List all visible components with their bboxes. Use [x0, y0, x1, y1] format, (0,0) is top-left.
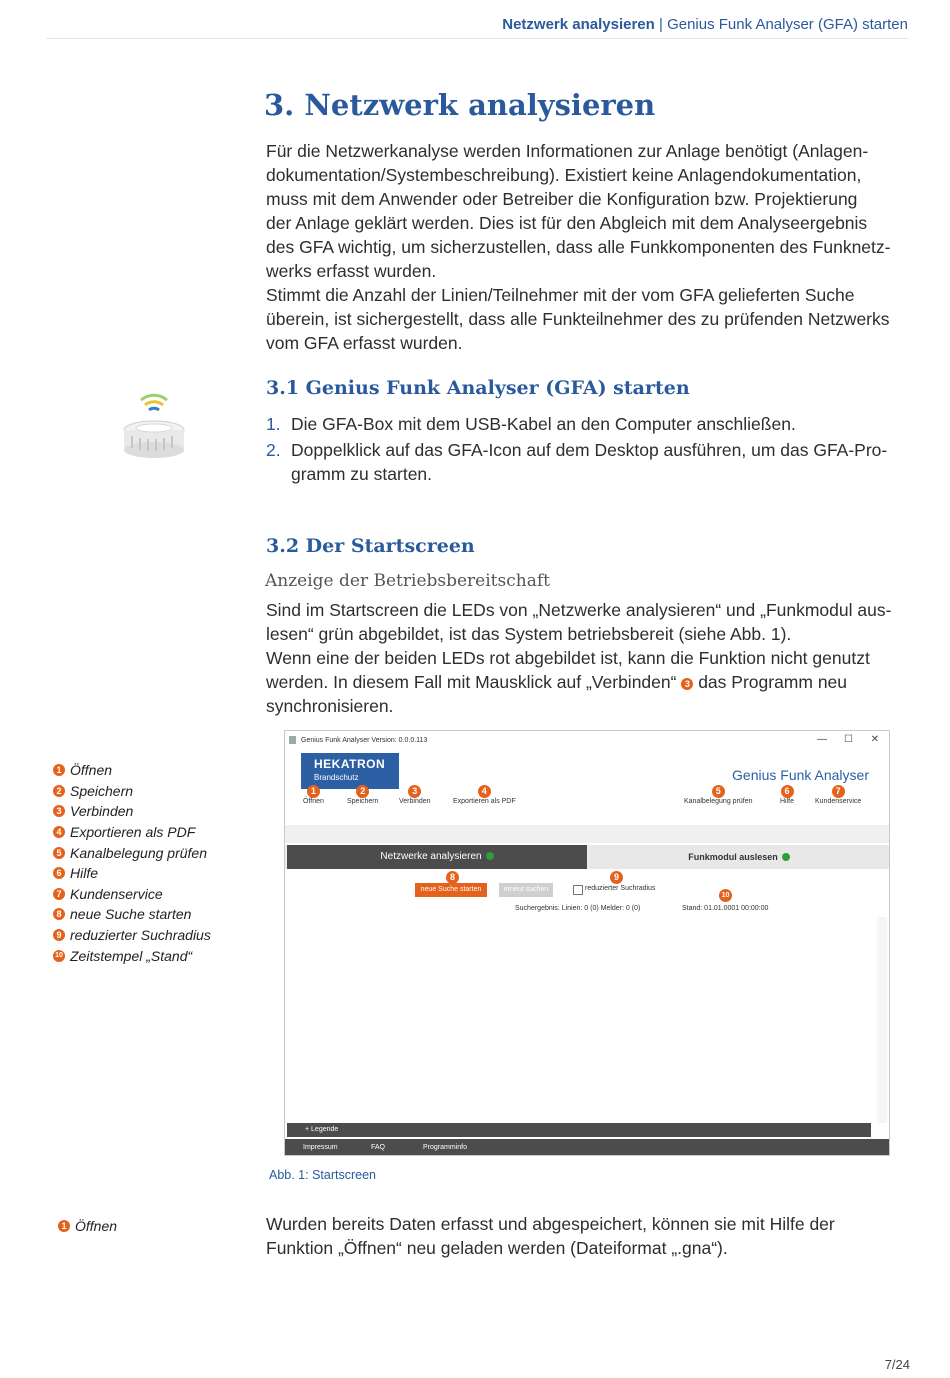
figure-caption: Abb. 1: Startscreen [269, 1168, 377, 1182]
app-footer [285, 1139, 889, 1156]
minimize-icon[interactable]: — [817, 734, 827, 745]
callout-number: 4 [53, 826, 65, 838]
text-line: des GFA wichtig, um sicherzustellen, dass alle Funkkomponenten des Funknetz- [266, 237, 891, 257]
callout-number: 6 [53, 867, 65, 879]
callout-number: 6 [781, 785, 794, 798]
checkbox-label: reduzierter Suchradius [585, 885, 656, 892]
tab-bar [285, 845, 889, 869]
timestamp-text: Stand: 01.01.0001 00:00:00 [682, 905, 769, 912]
step-item [266, 438, 911, 486]
retry-search-button[interactable]: erneut suchen [499, 883, 553, 897]
callout-number: 8 [53, 908, 65, 920]
legend-item [53, 925, 211, 946]
step-text: gramm zu starten. [291, 464, 433, 484]
subsection-title: Anzeige der Betriebsbereitschaft [265, 571, 550, 591]
callout-number: 7 [53, 888, 65, 900]
status-led [486, 852, 494, 860]
legend-item [53, 781, 211, 802]
text-line: werks erfasst wurden. [266, 261, 437, 281]
callout-number: 9 [53, 929, 65, 941]
text-line: vom GFA erfasst wurden. [266, 333, 463, 353]
window-title: Genius Funk Analyser Version: 0.0.0.113 [301, 737, 428, 744]
toolbar-separator [285, 825, 889, 843]
chapter-title: 3. Netzwerk analysieren [264, 88, 656, 122]
steps-list [266, 412, 911, 488]
legend-item [53, 863, 211, 884]
tab-network-analysis[interactable] [287, 845, 587, 869]
side-note [58, 1216, 117, 1237]
logo-subtext: Brandschutz [314, 773, 359, 782]
logo-text: HEKATRON [314, 757, 386, 771]
toolbar-label: Kundenservice [815, 798, 862, 805]
footer-link-impressum[interactable]: Impressum [303, 1144, 338, 1151]
toolbar-save-button[interactable] [347, 785, 379, 805]
legend-toggle-bar[interactable] [287, 1123, 871, 1137]
text-line: dokumentation/Systembeschreibung). Existiert keine Anlagendokumentation, [266, 165, 862, 185]
footer-link-faq[interactable]: FAQ [371, 1144, 386, 1151]
tab-label: Funkmodul auslesen [688, 852, 778, 862]
callout-number: 1 [53, 764, 65, 776]
running-header [502, 16, 908, 33]
legend-item [53, 945, 211, 966]
maximize-icon[interactable]: ☐ [844, 734, 853, 745]
step-text: Die GFA-Box mit dem USB-Kabel an den Computer anschließen. [291, 414, 796, 434]
legend-label: Kundenservice [70, 885, 163, 902]
legend-label: neue Suche starten [70, 906, 192, 923]
new-search-button[interactable]: neue Suche starten [415, 883, 487, 897]
toolbar-label: Kanalbelegung prüfen [684, 798, 753, 805]
legend-toggle-label: + Legende [305, 1126, 339, 1133]
callout-number: 1 [307, 785, 320, 798]
step-item [266, 412, 911, 436]
legend-label: Kanalbelegung prüfen [70, 844, 208, 861]
app-screenshot [284, 730, 890, 1156]
open-function-paragraph [266, 1212, 911, 1260]
toolbar-help-button[interactable] [780, 785, 794, 805]
text-line: Für die Netzwerkanalyse werden Informationen zur Anlage benötigt (Anlagen- [266, 141, 869, 161]
text-fragment: das Programm neu [698, 672, 848, 692]
wifi-detector-icon [118, 388, 190, 468]
legend-label: Exportieren als PDF [70, 824, 196, 841]
text-line: synchronisieren. [266, 696, 394, 716]
tab-radio-module[interactable] [589, 845, 889, 869]
text-line: Sind im Startscreen die LEDs von „Netzwerke analysieren“ und „Funkmodul aus- [266, 600, 892, 620]
close-icon[interactable]: ✕ [870, 734, 879, 745]
legend-label: Hilfe [70, 865, 99, 882]
legend-label: reduzierter Suchradius [70, 927, 211, 944]
callout-number: 5 [712, 785, 725, 798]
toolbar-label: Verbinden [399, 798, 431, 805]
startscreen-paragraph [266, 598, 911, 718]
toolbar-connect-button[interactable] [399, 785, 431, 805]
legend-label: Verbinden [70, 803, 134, 820]
radio-smoke-detector-illustration [118, 388, 190, 468]
search-result-text: Suchergebnis: Linien: 0 (0) Melder: 0 (0) [515, 905, 641, 912]
legend-item [53, 842, 211, 863]
text-line: Stimmt die Anzahl der Linien/Teilnehmer mit der vom GFA gelieferten Suche [266, 285, 855, 305]
tab-label: Netzwerke analysieren [380, 851, 482, 862]
footer-link-programminfo[interactable]: Programminfo [423, 1144, 467, 1151]
callout-number: 3 [681, 678, 693, 690]
callout-number: 2 [356, 785, 369, 798]
step-number: 2. [266, 440, 281, 460]
text-line: Wurden bereits Daten erfasst und abgespeichert, können sie mit Hilfe der [266, 1214, 835, 1234]
toolbar-channel-check-button[interactable] [684, 785, 753, 805]
text-line [266, 670, 911, 694]
intro-paragraph [266, 139, 911, 355]
step-number: 1. [266, 414, 281, 434]
text-line: lesen“ grün abgebildet, ist das System betriebsbereit (siehe Abb. 1). [266, 624, 792, 644]
text-fragment: werden. In diesem Fall mit Mausklick auf „Verbinden“ [266, 672, 677, 692]
section-3-1-title: 3.1 Genius Funk Analyser (GFA) starten [266, 377, 690, 399]
toolbar-label: Hilfe [780, 798, 795, 805]
legend-label: Öffnen [70, 762, 113, 779]
step-text: Doppelklick auf das GFA-Icon auf dem Desktop ausführen, um das GFA-Pro- [291, 440, 888, 460]
callout-number: 5 [53, 847, 65, 859]
legend-item [53, 801, 211, 822]
callout-number: 10 [719, 889, 732, 902]
callout-number: 8 [446, 871, 459, 884]
toolbar-label: Speichern [347, 798, 379, 805]
app-icon [289, 736, 296, 744]
callout-number: 4 [478, 785, 491, 798]
callout-number: 3 [408, 785, 421, 798]
header-separator: | [658, 16, 663, 33]
app-brand-title: Genius Funk Analyser [732, 767, 869, 783]
side-note-label: Öffnen [75, 1218, 118, 1235]
legend-item [53, 904, 211, 925]
text-line: Wenn eine der beiden LEDs rot abgebildet ist, kann die Funktion nicht genutzt [266, 648, 870, 668]
legend-item [53, 884, 211, 905]
text-line: muss mit dem Anwender oder Betreiber die Konfiguration bzw. Projektierung [266, 189, 858, 209]
text-line: überein, ist sichergestellt, dass alle Funkteilnehmer des zu prüfenden Netzwerks [266, 309, 890, 329]
header-section: Netzwerk analysieren [502, 16, 655, 33]
callout-number: 1 [58, 1220, 70, 1232]
callout-number: 2 [53, 785, 65, 797]
toolbar-customer-service-button[interactable] [815, 785, 861, 805]
header-divider [46, 38, 908, 39]
page-number: 7/24 [884, 1357, 910, 1372]
callout-number: 7 [832, 785, 845, 798]
callout-legend [53, 760, 211, 966]
window-titlebar [285, 731, 889, 751]
callout-number: 10 [53, 950, 65, 962]
legend-label: Zeitstempel „Stand“ [70, 947, 193, 964]
callout-number: 9 [610, 871, 623, 884]
legend-item [53, 760, 211, 781]
hekatron-logo [301, 753, 399, 789]
reduced-radius-checkbox[interactable] [573, 885, 583, 895]
content-scrollbar[interactable] [877, 917, 887, 1123]
text-line: der Anlage geklärt werden. Dies ist für den Abgleich mit dem Analyseergebnis [266, 213, 868, 233]
toolbar-label: Exportieren als PDF [453, 798, 516, 805]
callout-number: 3 [53, 805, 65, 817]
status-led [782, 853, 790, 861]
header-subsection: Genius Funk Analyser (GFA) starten [667, 16, 908, 33]
toolbar-open-button[interactable] [303, 785, 324, 805]
section-3-2-title: 3.2 Der Startscreen [266, 535, 475, 557]
toolbar-export-pdf-button[interactable] [453, 785, 516, 805]
toolbar-label: Öffnen [303, 798, 324, 805]
text-line: Funktion „Öffnen“ neu geladen werden (Dateiformat „.gna“). [266, 1238, 728, 1258]
legend-label: Speichern [70, 782, 134, 799]
legend-item [53, 822, 211, 843]
